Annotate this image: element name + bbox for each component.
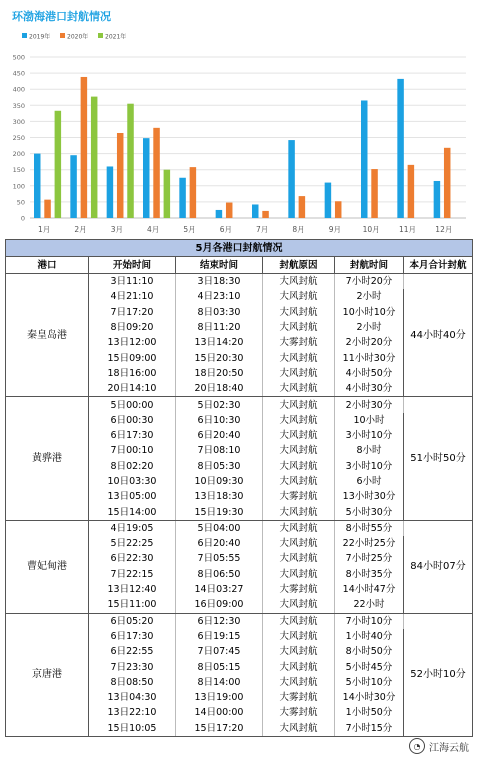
bar-2021年-2月 [91,97,98,218]
table-cell: 大风封航 [263,443,335,458]
table-cell: 8日14:00 [176,675,263,690]
table-cell: 4日19:05 [89,520,176,536]
bar-2019年-10月 [361,100,368,218]
x-tick-label-9: 10月 [362,225,380,234]
table-cell: 22小时 [335,597,404,613]
legend-label-2: 2021年 [105,33,127,41]
table-cell: 10日03:30 [89,474,176,489]
y-tick-label-3: 150 [12,166,25,175]
watermark-text: 江海云航 [429,742,469,754]
y-tick-label-10: 500 [12,53,25,62]
table-title: 5月各港口封航情况 [6,240,473,257]
table-cell: 大风封航 [263,289,335,304]
table-cell: 6日20:40 [176,428,263,443]
legend-swatch-1 [60,33,65,38]
table-cell: 20日14:10 [89,381,176,397]
y-tick-label-0: 0 [20,214,25,223]
table-cell: 8日02:20 [89,459,176,474]
table-cell: 6日22:55 [89,644,176,659]
port-name: 曹妃甸港 [6,520,89,613]
table-row [6,397,473,413]
table-cell: 7日23:30 [89,659,176,674]
table-cell: 5日04:00 [176,520,263,536]
table-cell: 13日19:00 [176,690,263,705]
monthly-total: 52小时10分 [404,613,473,736]
table-cell: 大雾封航 [263,690,335,705]
table-cell: 6日22:30 [89,551,176,566]
table-cell: 7小时20分 [335,274,404,290]
table-cell: 10日09:30 [176,474,263,489]
table-cell: 1小时50分 [335,705,404,720]
table-cell: 8小时 [335,443,404,458]
table-cell: 8日09:20 [89,320,176,335]
bar-2020年-7月 [262,211,269,218]
table-cell: 7日00:10 [89,443,176,458]
closure-table [5,239,472,737]
table-cell: 13日22:10 [89,705,176,720]
table-cell: 大风封航 [263,305,335,320]
watermark [409,738,469,754]
table-cell: 6日19:15 [176,629,263,644]
table-cell: 13小时30分 [335,489,404,504]
table-cell: 4日21:10 [89,289,176,304]
table-cell: 6日12:30 [176,613,263,629]
table-cell: 大风封航 [263,504,335,520]
table-cell: 15日11:00 [89,597,176,613]
table-cell: 22小时25分 [335,536,404,551]
table-cell: 7日05:55 [176,551,263,566]
bar-2019年-5月 [179,178,186,218]
table-cell: 5小时10分 [335,675,404,690]
table-cell: 大风封航 [263,459,335,474]
table-cell: 18日20:50 [176,366,263,381]
bar-2020年-12月 [444,148,451,218]
monthly-total: 44小时40分 [404,274,473,397]
table-cell: 7小时15分 [335,721,404,737]
x-tick-label-8: 9月 [328,225,341,234]
bar-2020年-8月 [299,196,306,218]
bar-2020年-10月 [371,169,378,218]
table-cell: 大风封航 [263,366,335,381]
table-cell: 大雾封航 [263,489,335,504]
table-cell: 大风封航 [263,413,335,428]
table-cell: 8日08:50 [89,675,176,690]
table-cell: 6日00:30 [89,413,176,428]
table-cell: 大风封航 [263,644,335,659]
table-cell: 2小时 [335,320,404,335]
column-header: 结束时间 [176,257,263,274]
table-cell: 7小时25分 [335,551,404,566]
legend-swatch-2 [98,33,103,38]
legend-swatch-0 [22,33,27,38]
table-cell: 大风封航 [263,274,335,290]
table-cell: 2小时20分 [335,335,404,350]
wechat-icon: ◔ [409,738,425,754]
x-tick-label-4: 5月 [183,225,196,234]
table-cell: 3小时10分 [335,428,404,443]
y-tick-label-2: 100 [12,182,25,191]
table-cell: 13日04:30 [89,690,176,705]
port-name: 京唐港 [6,613,89,736]
table-title-row [6,240,473,257]
x-tick-label-3: 4月 [147,225,160,234]
column-header: 港口 [6,257,89,274]
table-cell: 6日10:30 [176,413,263,428]
table-cell: 7小时10分 [335,613,404,629]
bar-2020年-2月 [81,77,88,218]
table-cell: 大风封航 [263,551,335,566]
table-cell: 大风封航 [263,629,335,644]
table-cell: 大风封航 [263,721,335,737]
table-cell: 8日06:50 [176,567,263,582]
legend-label-1: 2020年 [67,33,89,41]
bar-2019年-12月 [434,181,441,218]
monthly-total: 51小时50分 [404,397,473,520]
table-cell: 7日17:20 [89,305,176,320]
bar-2021年-3月 [127,104,133,218]
table-cell: 1小时40分 [335,629,404,644]
table-cell: 8小时55分 [335,520,404,536]
bar-2019年-8月 [288,140,295,218]
table-cell: 大风封航 [263,613,335,629]
table-cell: 15日19:30 [176,504,263,520]
table-cell: 10小时 [335,413,404,428]
table-cell: 6小时 [335,474,404,489]
table-cell: 3日18:30 [176,274,263,290]
table-cell: 7日07:45 [176,644,263,659]
table-cell: 16日09:00 [176,597,263,613]
bar-2020年-4月 [153,128,160,218]
x-tick-label-5: 6月 [219,225,232,234]
table-cell: 大风封航 [263,381,335,397]
table-row [6,274,473,290]
table-cell: 14小时47分 [335,582,404,597]
table-cell: 8日03:30 [176,305,263,320]
table-cell: 大风封航 [263,536,335,551]
table-cell: 大风封航 [263,397,335,413]
table-cell: 大雾封航 [263,582,335,597]
x-tick-label-0: 1月 [38,225,51,234]
table-cell: 大风封航 [263,597,335,613]
table-cell: 6日05:20 [89,613,176,629]
table-cell: 大风封航 [263,567,335,582]
bar-2019年-6月 [216,210,223,218]
bar-2019年-1月 [34,154,41,218]
table-cell: 8日05:15 [176,659,263,674]
table-cell: 15日09:00 [89,350,176,365]
table-cell: 7日22:15 [89,567,176,582]
bar-2020年-11月 [408,165,415,218]
table-cell: 大风封航 [263,675,335,690]
legend-label-0: 2019年 [29,33,51,41]
table-row [6,613,473,629]
column-header: 封航时间 [335,257,404,274]
table-cell: 5日00:00 [89,397,176,413]
bar-2019年-11月 [397,79,404,218]
table-cell: 大风封航 [263,520,335,536]
table-cell: 6日17:30 [89,629,176,644]
table-cell: 15日17:20 [176,721,263,737]
table-cell: 13日14:20 [176,335,263,350]
monthly-total: 84小时07分 [404,520,473,613]
y-tick-label-5: 250 [12,134,25,142]
column-header: 本月合计封航 [404,257,473,274]
bar-2021年-1月 [55,111,62,218]
table-cell: 13日05:00 [89,489,176,504]
y-tick-label-4: 200 [12,150,25,159]
table-cell: 4日23:10 [176,289,263,304]
bar-2020年-9月 [335,201,342,218]
x-tick-label-10: 11月 [398,225,417,234]
table-cell: 3小时10分 [335,459,404,474]
table-cell: 13日12:00 [89,335,176,350]
y-tick-label-9: 450 [12,69,25,78]
table-cell: 14小时30分 [335,690,404,705]
table-cell: 6日17:30 [89,428,176,443]
bar-2019年-7月 [252,204,259,218]
table-cell: 11小时30分 [335,350,404,365]
bar-2019年-2月 [70,155,77,218]
bar-2020年-3月 [117,133,124,218]
table-cell: 8小时35分 [335,567,404,582]
y-tick-label-8: 400 [12,85,25,94]
table-cell: 大雾封航 [263,705,335,720]
table-cell: 2小时 [335,289,404,304]
x-tick-label-1: 2月 [74,225,87,234]
table-cell: 14日03:27 [176,582,263,597]
table-cell: 13日12:40 [89,582,176,597]
table-cell: 5日02:30 [176,397,263,413]
table-cell: 14日00:00 [176,705,263,720]
table-cell: 3日11:10 [89,274,176,290]
table-cell: 5小时30分 [335,504,404,520]
table-cell: 15日20:30 [176,350,263,365]
table-cell: 10小时10分 [335,305,404,320]
table-cell: 大风封航 [263,659,335,674]
table-cell: 5日22:25 [89,536,176,551]
chart-title: 环渤海港口封航情况 [12,10,111,23]
table-cell: 7日08:10 [176,443,263,458]
table-cell: 大风封航 [263,428,335,443]
table-cell: 4小时30分 [335,381,404,397]
table-cell: 2小时30分 [335,397,404,413]
table-cell: 8日05:30 [176,459,263,474]
bar-2021年-4月 [164,170,171,218]
bar-2020年-6月 [226,203,233,218]
column-header: 开始时间 [89,257,176,274]
table-cell: 4小时50分 [335,366,404,381]
y-tick-label-1: 50 [16,198,25,207]
table-cell: 大风封航 [263,474,335,489]
table-cell: 大雾封航 [263,335,335,350]
table-cell: 15日14:00 [89,504,176,520]
bar-chart [0,0,477,238]
column-header: 封航原因 [263,257,335,274]
port-name: 秦皇岛港 [6,274,89,397]
table-cell: 大风封航 [263,350,335,365]
table-cell: 8小时50分 [335,644,404,659]
bar-2019年-9月 [325,183,332,218]
x-tick-label-11: 12月 [435,225,453,234]
y-tick-label-7: 350 [12,101,25,110]
y-tick-label-6: 300 [12,117,25,126]
table-cell: 8日11:20 [176,320,263,335]
table-cell: 13日18:30 [176,489,263,504]
table-row [6,520,473,536]
table-header-row [6,257,473,274]
bar-2020年-1月 [44,200,51,218]
bar-2019年-4月 [143,138,150,218]
table-cell: 5小时45分 [335,659,404,674]
table-cell: 大风封航 [263,320,335,335]
table-cell: 15日10:05 [89,721,176,737]
x-tick-label-7: 8月 [292,225,305,234]
table-cell: 20日18:40 [176,381,263,397]
x-tick-label-6: 7月 [256,225,269,234]
table-cell: 6日20:40 [176,536,263,551]
port-name: 黄骅港 [6,397,89,520]
x-tick-label-2: 3月 [110,225,123,234]
bar-2019年-3月 [107,166,114,218]
table-cell: 18日16:00 [89,366,176,381]
bar-2020年-5月 [190,167,197,218]
